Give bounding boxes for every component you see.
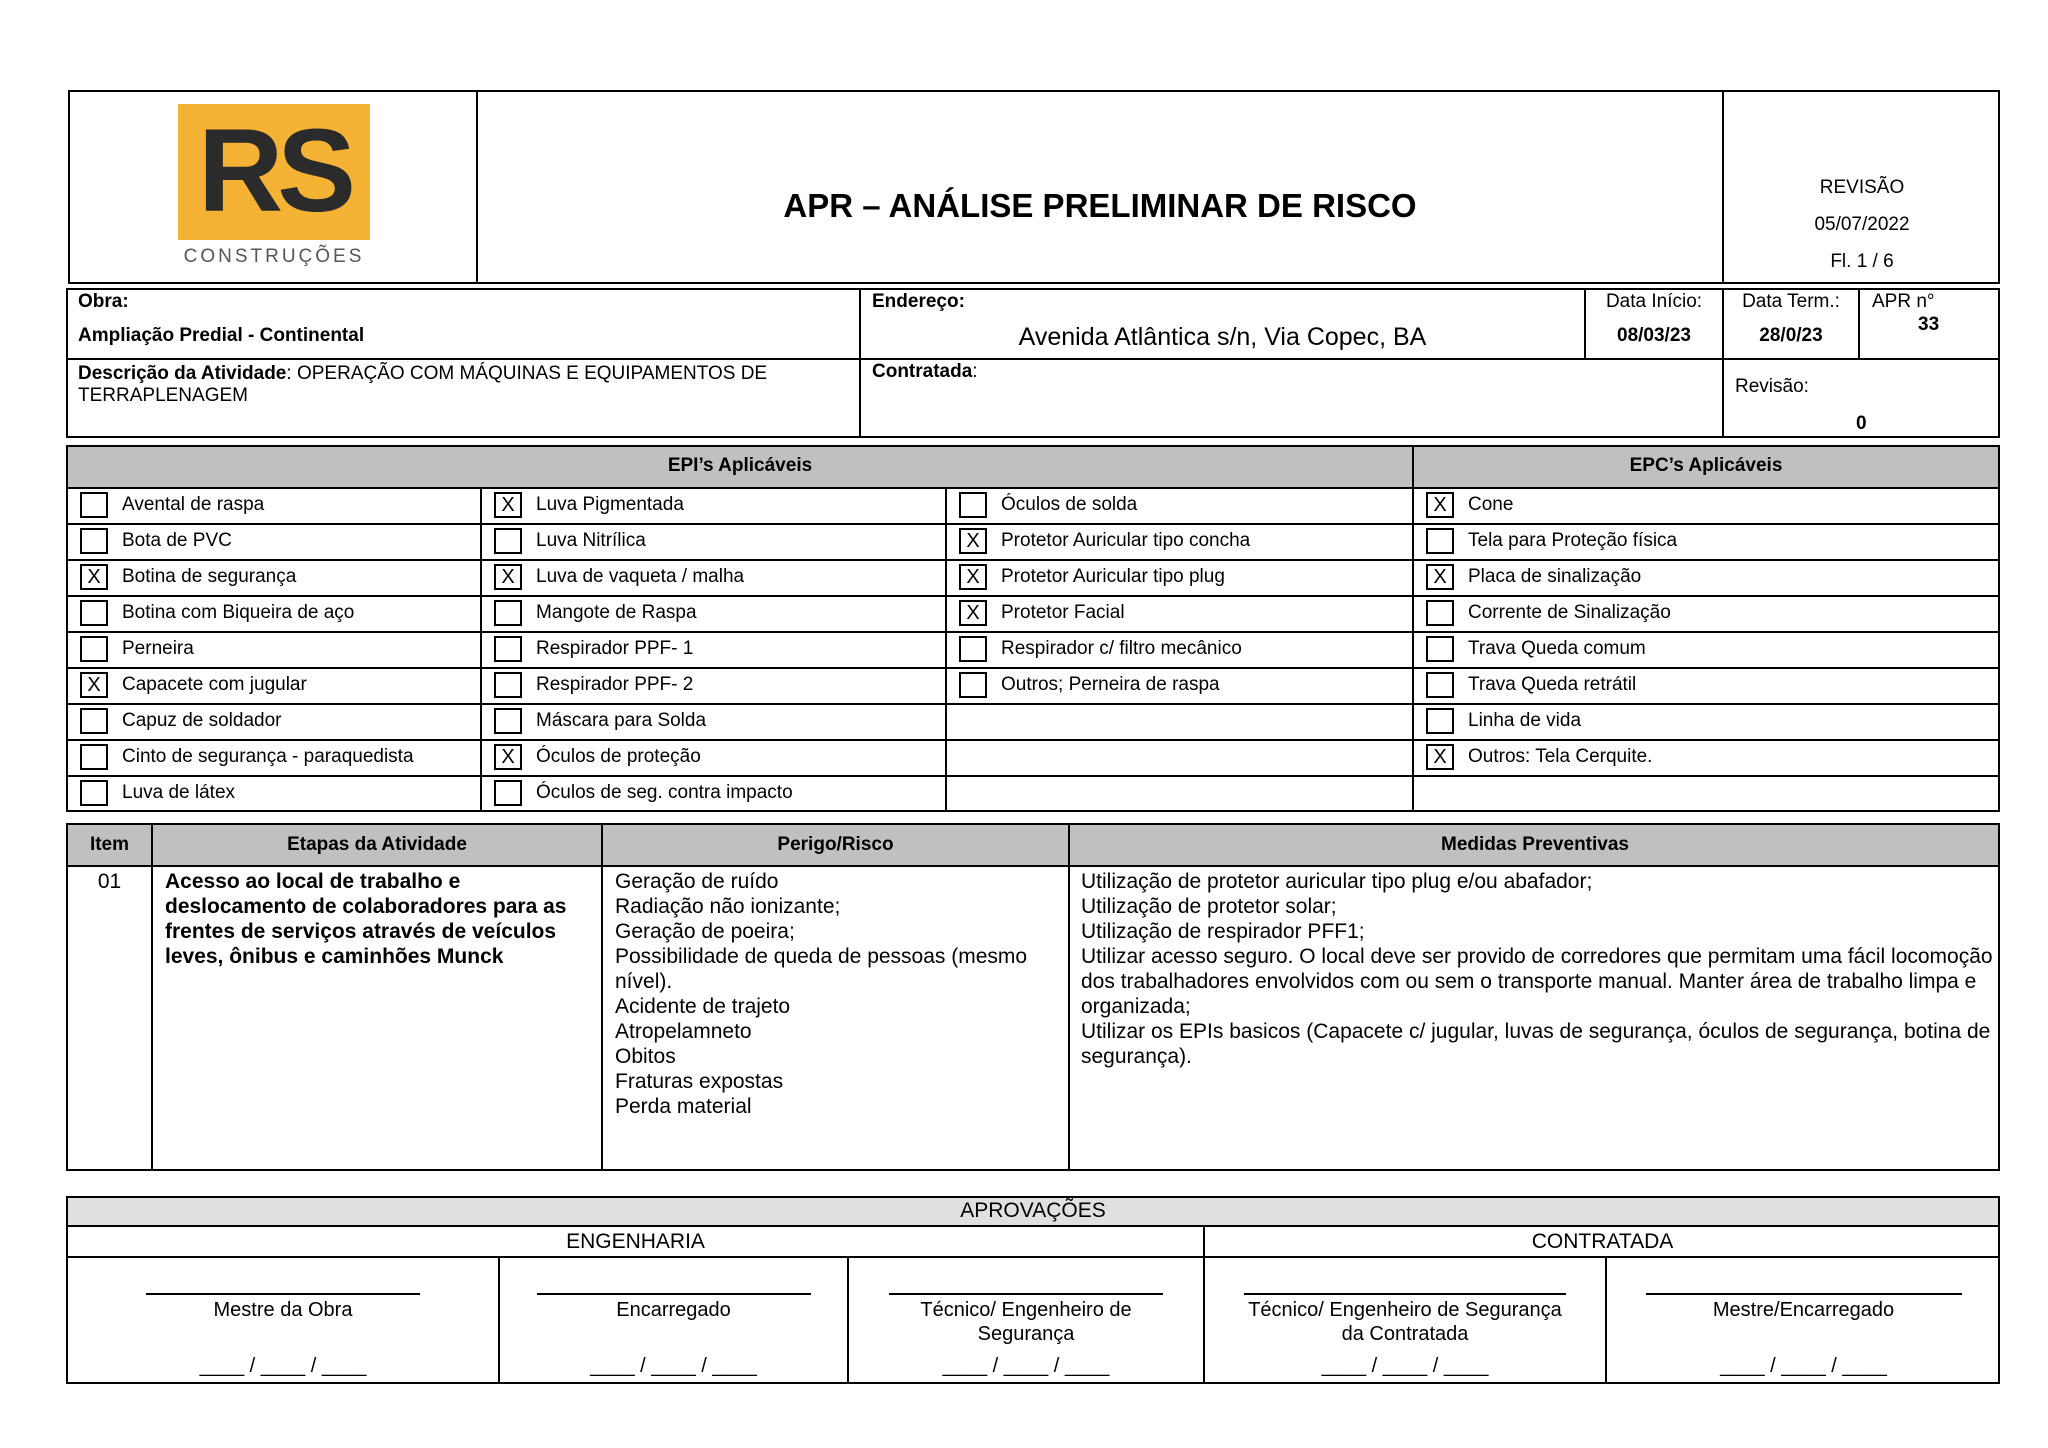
activity-col-divider-3 bbox=[1068, 823, 1070, 1171]
grid-row-line bbox=[66, 559, 2000, 561]
epc-item-checkbox[interactable] bbox=[1426, 600, 1454, 626]
medida-item: Utilização de respirador PFF1; bbox=[1081, 920, 1365, 943]
epi-item-checkbox[interactable] bbox=[494, 636, 522, 662]
engenharia-label: ENGENHARIA bbox=[566, 1230, 705, 1253]
grid-col-line bbox=[945, 487, 947, 812]
epi-item-checkbox[interactable] bbox=[494, 708, 522, 734]
col-header-medidas: Medidas Preventivas bbox=[1441, 834, 1629, 855]
signer-role: Encarregado bbox=[616, 1299, 731, 1321]
signer-role: Mestre da Obra bbox=[213, 1299, 353, 1321]
revisao-label: Revisão: bbox=[1735, 376, 1809, 397]
epi-item-label: Perneira bbox=[122, 638, 194, 659]
perigo-item: Geração de ruído bbox=[615, 870, 779, 893]
grid-row-line bbox=[66, 667, 2000, 669]
epi-item-label: Óculos de seg. contra impacto bbox=[536, 782, 793, 803]
epc-item-checkbox[interactable]: X bbox=[1426, 492, 1454, 518]
info-row-divider-right bbox=[1722, 358, 2000, 360]
descricao-value: : OPERAÇÃO COM MÁQUINAS E EQUIPAMENTOS DE TERRAPLENAGEM bbox=[78, 363, 768, 406]
data-term-value: 28/0/23 bbox=[1759, 325, 1823, 346]
signature-date[interactable]: ____ / ____ / ____ bbox=[1321, 1355, 1489, 1377]
epi-item-checkbox[interactable] bbox=[80, 492, 108, 518]
epc-item-label: Tela para Proteção física bbox=[1468, 530, 1678, 551]
epc-item-checkbox[interactable]: X bbox=[1426, 744, 1454, 770]
epi-item-checkbox[interactable]: X bbox=[959, 564, 987, 590]
epi-item-checkbox[interactable] bbox=[494, 528, 522, 554]
epc-item-label: Linha de vida bbox=[1468, 710, 1582, 731]
epi-item-label: Protetor Auricular tipo concha bbox=[1001, 530, 1251, 551]
epc-item-checkbox[interactable] bbox=[1426, 672, 1454, 698]
grid-col-line bbox=[1412, 445, 1414, 812]
signature-line[interactable] bbox=[1646, 1293, 1962, 1295]
endereco-value: Avenida Atlântica s/n, Via Copec, BA bbox=[1018, 323, 1427, 351]
signer-role: Mestre/Encarregado bbox=[1712, 1299, 1895, 1321]
epc-item-label: Corrente de Sinalização bbox=[1468, 602, 1671, 623]
signer-role: Técnico/ Engenheiro de Segurança da Contratada bbox=[1248, 1299, 1562, 1345]
epi-item-label: Protetor Facial bbox=[1001, 602, 1125, 623]
epi-item-label: Botina com Biqueira de aço bbox=[122, 602, 355, 623]
medida-item: Utilização de protetor auricular tipo plug e/ou abafador; bbox=[1081, 870, 1593, 893]
epi-item-checkbox[interactable]: X bbox=[959, 600, 987, 626]
epi-item-label: Capuz de soldador bbox=[122, 710, 282, 731]
info-col-divider-4 bbox=[1858, 288, 1860, 360]
medida-item: Utilizar acesso seguro. O local deve ser provido de corredores que permitam uma fácil locomoção dos trabalhadores envolvidos com ou sem o transporte manual. Manter área de trabalho limpa e organizada; bbox=[1081, 945, 1993, 1018]
medidas-list bbox=[1081, 869, 1993, 1069]
signature-line[interactable] bbox=[146, 1293, 420, 1295]
perigo-item: Obitos bbox=[615, 1045, 676, 1068]
epi-item-label: Protetor Auricular tipo plug bbox=[1001, 566, 1225, 587]
epi-item-checkbox[interactable] bbox=[80, 636, 108, 662]
grid-row-line bbox=[66, 523, 2000, 525]
col-header-etapas: Etapas da Atividade bbox=[287, 834, 467, 855]
logo-subtitle: CONSTRUÇÕES bbox=[183, 246, 365, 267]
signature-line[interactable] bbox=[1244, 1293, 1566, 1295]
perigo-item: Geração de poeira; bbox=[615, 920, 795, 943]
epi-item-label: Avental de raspa bbox=[122, 494, 265, 515]
row-item: 01 bbox=[97, 870, 122, 893]
epc-item-checkbox[interactable] bbox=[1426, 636, 1454, 662]
signature-line[interactable] bbox=[889, 1293, 1163, 1295]
descricao-block bbox=[78, 363, 848, 407]
info-col-divider-1 bbox=[859, 288, 861, 438]
epi-item-label: Luva Nitrílica bbox=[536, 530, 646, 551]
epi-item-label: Máscara para Solda bbox=[536, 710, 707, 731]
data-inicio-label: Data Início: bbox=[1605, 291, 1703, 312]
descricao-label: Descrição da Atividade bbox=[78, 363, 287, 384]
approvals-divider-2 bbox=[66, 1256, 2000, 1258]
endereco-label: Endereço: bbox=[872, 291, 965, 312]
epi-item-checkbox[interactable] bbox=[80, 708, 108, 734]
grid-row-line bbox=[66, 631, 2000, 633]
sheet-number: Fl. 1 / 6 bbox=[1830, 251, 1894, 272]
revision-label: REVISÃO bbox=[1819, 177, 1905, 198]
epi-item-label: Luva de vaqueta / malha bbox=[536, 566, 745, 587]
epi-title: EPI’s Aplicáveis bbox=[667, 455, 813, 476]
perigo-item: Fraturas expostas bbox=[615, 1070, 784, 1093]
epi-item-checkbox[interactable] bbox=[80, 744, 108, 770]
epi-item-label: Respirador PPF- 1 bbox=[536, 638, 694, 659]
epc-item-label: Trava Queda retrátil bbox=[1468, 674, 1637, 695]
obra-value: Ampliação Predial - Continental bbox=[78, 325, 365, 346]
perigo-item: Atropelamneto bbox=[615, 1020, 752, 1043]
epi-item-label: Óculos de proteção bbox=[536, 746, 701, 767]
grid-row-line bbox=[66, 487, 2000, 489]
row-etapas: Acesso ao local de trabalho e deslocamento de colaboradores para as frentes de serviços através de veículos leves, ônibus e caminhões Munck bbox=[165, 870, 567, 968]
contratada-approval-label: CONTRATADA bbox=[1531, 1230, 1674, 1253]
epc-title: EPC’s Aplicáveis bbox=[1629, 455, 1783, 476]
epi-item-checkbox[interactable] bbox=[959, 492, 987, 518]
grid-col-line bbox=[480, 487, 482, 812]
epi-item-label: Cinto de segurança - paraquedista bbox=[122, 746, 414, 767]
data-inicio-value: 08/03/23 bbox=[1617, 325, 1691, 346]
epi-item-checkbox[interactable]: X bbox=[959, 528, 987, 554]
epi-item-label: Luva de látex bbox=[122, 782, 236, 803]
grid-row-line bbox=[66, 595, 2000, 597]
contratada-label: Contratada bbox=[872, 361, 973, 382]
epi-item-label: Botina de segurança bbox=[122, 566, 297, 587]
signature-line[interactable] bbox=[537, 1293, 811, 1295]
obra-label: Obra: bbox=[78, 291, 129, 312]
epc-item-checkbox[interactable]: X bbox=[1426, 564, 1454, 590]
activity-header-divider bbox=[66, 865, 2000, 867]
activity-col-divider-1 bbox=[151, 823, 153, 1171]
epi-item-label: Luva Pigmentada bbox=[536, 494, 684, 515]
epc-item-label: Outros: Tela Cerquite. bbox=[1468, 746, 1653, 767]
epc-item-checkbox[interactable] bbox=[1426, 708, 1454, 734]
epi-item-checkbox[interactable]: X bbox=[494, 744, 522, 770]
epi-item-checkbox[interactable] bbox=[80, 528, 108, 554]
revision-date: 05/07/2022 bbox=[1814, 214, 1910, 235]
grid-row-line bbox=[66, 739, 2000, 741]
epc-item-label: Cone bbox=[1468, 494, 1514, 515]
epi-item-label: Capacete com jugular bbox=[122, 674, 307, 695]
perigo-item: Radiação não ionizante; bbox=[615, 895, 841, 918]
contratada-block bbox=[872, 361, 978, 383]
perigo-item: Perda material bbox=[615, 1095, 752, 1118]
company-logo bbox=[176, 104, 372, 274]
epi-item-checkbox[interactable] bbox=[959, 636, 987, 662]
apr-value: 33 bbox=[1918, 314, 1940, 335]
epi-item-checkbox[interactable] bbox=[80, 780, 108, 806]
revisao-value: 0 bbox=[1856, 413, 1867, 434]
epi-item-checkbox[interactable] bbox=[494, 672, 522, 698]
epi-item-checkbox[interactable] bbox=[494, 600, 522, 626]
signature-date[interactable]: ____ / ____ / ____ bbox=[590, 1355, 757, 1377]
epi-item-checkbox[interactable] bbox=[959, 672, 987, 698]
signature-date[interactable]: ____ / ____ / ____ bbox=[199, 1355, 367, 1377]
epi-item-label: Outros; Perneira de raspa bbox=[1001, 674, 1220, 695]
epi-item-checkbox[interactable] bbox=[494, 780, 522, 806]
page-title: APR – ANÁLISE PRELIMINAR DE RISCO bbox=[783, 187, 1417, 224]
activity-col-divider-2 bbox=[601, 823, 603, 1171]
grid-row-line bbox=[66, 703, 2000, 705]
logo-mark: RS bbox=[198, 105, 350, 237]
signer-role: Técnico/ Engenheiro de Segurança bbox=[920, 1299, 1132, 1345]
medida-item: Utilizar os EPIs basicos (Capacete c/ jugular, luvas de segurança, óculos de segurança, botina de segurança). bbox=[1081, 1020, 1991, 1068]
epi-item-checkbox[interactable]: X bbox=[494, 492, 522, 518]
epc-item-label: Trava Queda comum bbox=[1468, 638, 1646, 659]
signature-date[interactable]: ____ / ____ / ____ bbox=[942, 1355, 1110, 1377]
epi-item-label: Óculos de solda bbox=[1001, 494, 1138, 515]
contratada-colon: : bbox=[972, 361, 978, 382]
signature-date[interactable]: ____ / ____ / ____ bbox=[1720, 1355, 1887, 1377]
apr-label: APR n° bbox=[1872, 291, 1935, 312]
perigo-item: Acidente de trajeto bbox=[615, 995, 791, 1018]
grid-row-line bbox=[66, 775, 2000, 777]
epc-item-label: Placa de sinalização bbox=[1468, 566, 1642, 587]
approvals-divider-1 bbox=[66, 1225, 2000, 1227]
epc-item-checkbox[interactable] bbox=[1426, 528, 1454, 554]
epi-item-checkbox[interactable]: X bbox=[80, 672, 108, 698]
epi-item-label: Respirador c/ filtro mecânico bbox=[1001, 638, 1242, 659]
epi-item-label: Bota de PVC bbox=[122, 530, 232, 551]
epi-item-label: Mangote de Raspa bbox=[536, 602, 697, 623]
epi-item-checkbox[interactable] bbox=[80, 600, 108, 626]
approvals-title: APROVAÇÕES bbox=[960, 1199, 1106, 1222]
medida-item: Utilização de protetor solar; bbox=[1081, 895, 1337, 918]
info-row-divider-left bbox=[66, 358, 1722, 360]
epi-item-checkbox[interactable]: X bbox=[80, 564, 108, 590]
data-term-label: Data Term.: bbox=[1742, 291, 1840, 312]
perigo-item: Possibilidade de queda de pessoas (mesmo nível). bbox=[615, 945, 1028, 993]
perigo-list bbox=[615, 869, 1060, 1119]
col-header-perigo: Perigo/Risco bbox=[777, 834, 894, 855]
epi-item-checkbox[interactable]: X bbox=[494, 564, 522, 590]
epi-item-label: Respirador PPF- 2 bbox=[536, 674, 694, 695]
col-header-item: Item bbox=[89, 834, 130, 855]
